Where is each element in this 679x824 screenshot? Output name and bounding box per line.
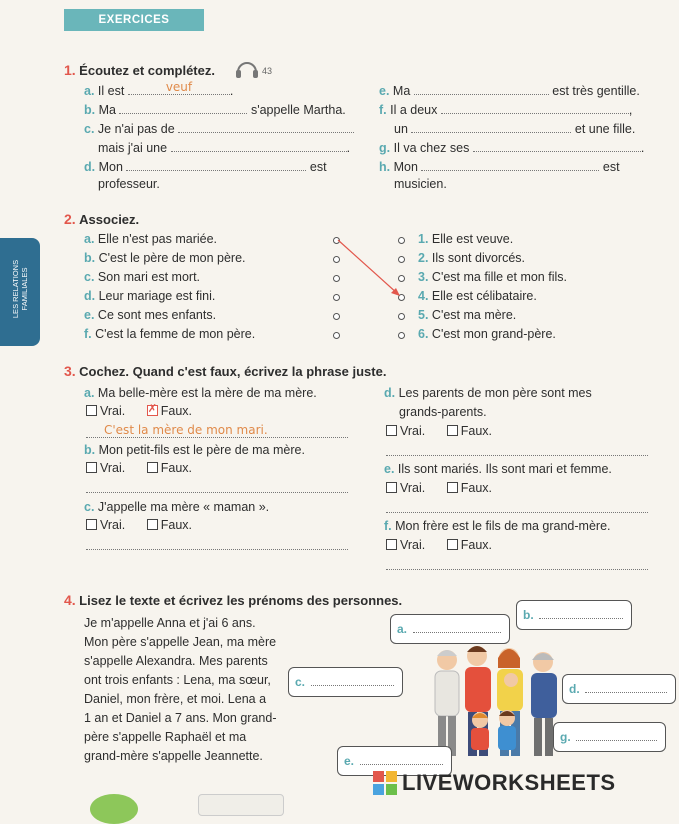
ex1-item-e: e. Ma est très gentille. <box>379 84 640 98</box>
ex2-left-item: b. C'est le père de mon père. <box>84 251 246 265</box>
ex1-item-b: b. Ma s'appelle Martha. <box>84 103 346 117</box>
bottom-box <box>198 794 284 816</box>
ex3-item-d: d. Les parents de mon père sont mes <box>384 386 592 400</box>
headphones-icon <box>233 58 261 80</box>
ex3-c-options <box>86 518 192 532</box>
ex2-right-item: 1. Elle est veuve. <box>418 232 514 246</box>
ex3-item-f: f. Mon frère est le fils de ma grand-mère. <box>384 519 611 533</box>
ex4-paragraph-line: père s'appelle Raphaël et ma <box>84 730 247 744</box>
ex4-heading: 4. Lisez le texte et écrivez les prénoms des personnes. <box>64 592 403 608</box>
ex2-left-match-dot[interactable] <box>333 332 340 339</box>
ex3-e-faux-checkbox[interactable]: Faux. <box>447 481 492 495</box>
track-number: 43 <box>262 66 273 76</box>
ex1-item-f-line2: un et une fille. <box>394 122 636 136</box>
ex2-right-match-dot[interactable] <box>398 332 405 339</box>
ex3-e-vrai-checkbox[interactable]: Vrai. <box>386 481 425 495</box>
green-badge-icon <box>90 794 138 824</box>
ex1-e-answer-field[interactable] <box>414 82 549 95</box>
ex3-b-vrai-checkbox[interactable]: Vrai. <box>86 461 125 475</box>
ex4-paragraph <box>84 614 299 766</box>
ex1-item-h-line2: musicien. <box>394 177 447 191</box>
ex3-item-a: a. Ma belle-mère est la mère de ma mère. <box>84 386 317 400</box>
ex3-item-d-line2: grands-parents. <box>399 405 487 419</box>
liveworksheets-watermark <box>372 770 616 796</box>
ex3-a-correction-field[interactable] <box>86 423 348 438</box>
chapter-side-label: LES RELATIONS FAMILIALES <box>11 259 29 319</box>
ex3-heading: 3. Cochez. Quand c'est faux, écrivez la phrase juste. <box>64 363 387 379</box>
liveworksheets-logo-icon <box>372 770 398 796</box>
ex3-d-vrai-checkbox[interactable]: Vrai. <box>386 424 425 438</box>
ex2-right-item: 4. Elle est célibataire. <box>418 289 537 303</box>
ex4-paragraph-line: s'appelle Alexandra. Mes parents <box>84 654 268 668</box>
ex1-d-answer-field[interactable] <box>126 158 306 171</box>
ex1-c-answer-field-1[interactable] <box>178 120 354 133</box>
ex3-f-options <box>386 538 492 552</box>
ex1-heading <box>64 62 215 78</box>
ex3-e-options <box>386 481 492 495</box>
ex4-paragraph-line: Je m'appelle Anna et j'ai 6 ans. <box>84 616 256 630</box>
ex4-paragraph-line: Mon père s'appelle Jean, ma mère <box>84 635 277 649</box>
ex1-a-answer: veuf <box>165 80 193 94</box>
label-box-g[interactable]: g. <box>553 722 666 752</box>
label-box-e[interactable]: e. <box>337 746 452 776</box>
ex1-f-answer-field-2[interactable] <box>411 120 571 133</box>
ex3-f-correction-field[interactable] <box>386 557 648 570</box>
ex1-item-h: h. Mon est <box>379 160 620 174</box>
ex1-h-answer-field[interactable] <box>421 158 599 171</box>
ex3-a-vrai-checkbox[interactable]: Vrai. <box>86 404 125 418</box>
ex1-item-d-line2: professeur. <box>98 177 160 191</box>
ex3-e-correction-field[interactable] <box>386 500 648 513</box>
ex3-b-options <box>86 461 192 475</box>
ex1-a-answer-field[interactable] <box>128 82 230 95</box>
ex3-c-vrai-checkbox[interactable]: Vrai. <box>86 518 125 532</box>
ex3-b-faux-checkbox[interactable]: Faux. <box>147 461 192 475</box>
ex3-a-correction: C'est la mère de mon mari. <box>104 423 268 437</box>
ex2-right-item: 6. C'est mon grand-père. <box>418 327 556 341</box>
ex1-f-answer-field-1[interactable] <box>441 101 629 114</box>
label-box-d[interactable]: d. <box>562 674 676 704</box>
ex3-c-faux-checkbox[interactable]: Faux. <box>147 518 192 532</box>
ex2-left-item: c. Son mari est mort. <box>84 270 201 284</box>
ex4-paragraph-line: grand-mère s'appelle Jeannette. <box>84 749 263 763</box>
ex2-left-item: a. Elle n'est pas mariée. <box>84 232 218 246</box>
ex3-f-faux-checkbox[interactable]: Faux. <box>447 538 492 552</box>
ex3-a-faux-checkbox[interactable]: ✗ Faux. <box>147 404 192 418</box>
ex3-d-options <box>386 424 492 438</box>
watermark-text: LIVEWORKSHEETS <box>402 770 616 795</box>
match-arrow <box>330 232 410 302</box>
ex1-b-answer-field[interactable] <box>119 101 247 114</box>
ex1-g-answer-field[interactable] <box>473 139 641 152</box>
ex2-right-item: 3. C'est ma fille et mon fils. <box>418 270 567 284</box>
ex1-item-g: g. Il va chez ses . <box>379 141 645 155</box>
ex1-c-answer-field-2[interactable] <box>171 139 347 152</box>
ex1-item-a: a. Il est veuf . <box>84 80 234 98</box>
ex2-left-match-dot[interactable] <box>333 313 340 320</box>
ex4-paragraph-line: 1 an et Daniel a 7 ans. Mon grand- <box>84 711 277 725</box>
label-box-a[interactable]: a. <box>390 614 510 644</box>
ex4-paragraph-line: Daniel, mon frère, et moi. Lena a <box>84 692 267 706</box>
ex2-right-item: 5. C'est ma mère. <box>418 308 517 322</box>
label-box-c[interactable]: c. <box>288 667 403 697</box>
ex3-item-e: e. Ils sont mariés. Ils sont mari et femme. <box>384 462 612 476</box>
ex1-title: Écoutez et complétez. <box>79 63 215 78</box>
ex3-c-correction-field[interactable] <box>86 537 348 550</box>
ex3-b-correction-field[interactable] <box>86 480 348 493</box>
ex2-left-item: e. Ce sont mes enfants. <box>84 308 217 322</box>
ex2-right-item: 2. Ils sont divorcés. <box>418 251 526 265</box>
exercises-header: EXERCICES <box>64 9 204 31</box>
ex3-f-vrai-checkbox[interactable]: Vrai. <box>386 538 425 552</box>
ex3-item-b: b. Mon petit-fils est le père de ma mère. <box>84 443 305 457</box>
ex2-heading: 2. Associez. <box>64 211 140 227</box>
ex3-item-c: c. J'appelle ma mère « maman ». <box>84 500 270 514</box>
ex1-item-c-line2: mais j'ai une . <box>98 141 351 155</box>
ex2-left-item: d. Leur mariage est fini. <box>84 289 216 303</box>
ex1-item-f: f. Il a deux , <box>379 103 633 117</box>
label-box-b[interactable]: b. <box>516 600 632 630</box>
ex1-item-c: c. Je n'ai pas de <box>84 120 354 136</box>
ex4-paragraph-line: ont trois enfants : Lena, ma sœur, <box>84 673 271 687</box>
ex3-d-faux-checkbox[interactable]: Faux. <box>447 424 492 438</box>
ex3-a-options <box>86 404 192 418</box>
ex1-item-d: d. Mon est <box>84 160 327 174</box>
ex1-number: 1. <box>64 62 76 78</box>
ex2-right-match-dot[interactable] <box>398 313 405 320</box>
ex2-left-item: f. C'est la femme de mon père. <box>84 327 256 341</box>
ex3-d-correction-field[interactable] <box>386 443 648 456</box>
